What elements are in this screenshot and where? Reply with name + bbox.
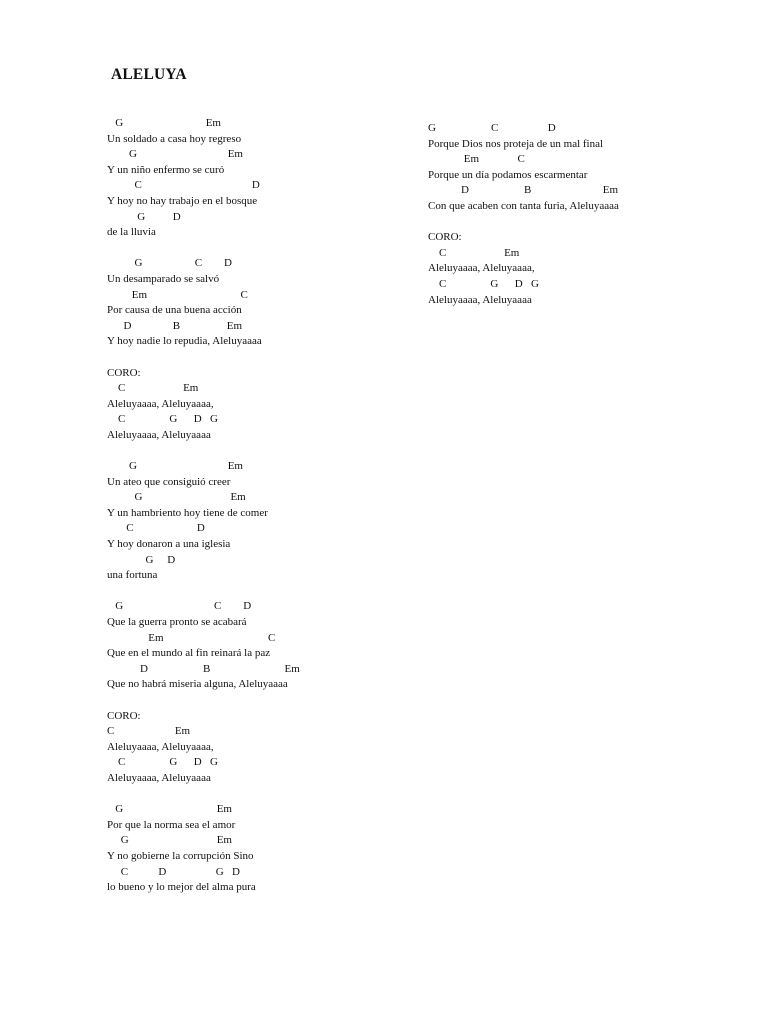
lyric-line: Aleluyaaaa, Aleluyaaaa: [107, 428, 211, 441]
chord-line: G Em: [107, 460, 243, 473]
chord-line: Em C: [428, 153, 525, 166]
lyric-line: lo bueno y lo mejor del alma pura: [107, 881, 256, 894]
lyric-line: Que no habrá miseria alguna, Aleluyaaaa: [107, 678, 288, 691]
lyric-line: Que en el mundo al fin reinará la paz: [107, 647, 271, 660]
chord-line: C D: [107, 522, 205, 535]
stanza-gap: [107, 787, 300, 803]
chord-line: G Em: [107, 803, 232, 816]
lyric-line: Y hoy no hay trabajo en el bosque: [107, 194, 258, 207]
chord-line: D B Em: [107, 662, 300, 675]
right-lyrics-column: [428, 121, 619, 308]
lyric-line: Un soldado a casa hoy regreso: [107, 132, 242, 145]
lyric-line: Con que acaben con tanta furia, Aleluyaaaa: [428, 199, 619, 212]
chord-line: Em C: [107, 631, 276, 644]
chord-line: G Em: [107, 117, 221, 129]
chord-line: G C D: [107, 600, 252, 613]
chord-line: C G D G: [107, 756, 218, 769]
chord-line: C D G D: [107, 865, 240, 878]
lyric-line: Aleluyaaaa, Aleluyaaaa: [428, 293, 532, 306]
lyric-line: Aleluyaaaa, Aleluyaaaa,: [107, 740, 214, 753]
stanza-gap: [107, 693, 300, 709]
chord-line: C Em: [428, 246, 520, 259]
stanza-gap: [428, 215, 619, 231]
chord-line: G C D: [428, 122, 556, 134]
chord-line: C Em: [107, 382, 199, 395]
chord-line: G C D: [107, 257, 232, 270]
chord-line: C Em: [107, 725, 191, 738]
lyric-line: Aleluyaaaa, Aleluyaaaa,: [428, 262, 535, 275]
lyric-line: Aleluyaaaa, Aleluyaaaa,: [107, 397, 214, 410]
chord-line: Em C: [107, 288, 248, 301]
lyric-line: Un ateo que consiguió creer: [107, 475, 231, 488]
chord-line: C G D G: [107, 413, 218, 426]
stanza-gap: [107, 584, 300, 600]
lyric-line: Aleluyaaaa, Aleluyaaaa: [107, 771, 211, 784]
lyric-line: Porque un día podamos escarmentar: [428, 168, 588, 181]
chord-line: G D: [107, 210, 181, 223]
chord-line: G Em: [107, 491, 246, 504]
chord-line: G D: [107, 553, 176, 566]
chord-line: C D: [107, 179, 260, 192]
lyric-line: Y un niño enfermo se curó: [107, 163, 225, 176]
chord-line: G Em: [107, 148, 243, 161]
lyric-line: Un desamparado se salvó: [107, 272, 220, 285]
lyric-line: Y un hambriento hoy tiene de comer: [107, 506, 268, 519]
lyric-line: Y hoy donaron a una iglesia: [107, 538, 231, 551]
chorus-label: CORO:: [107, 709, 141, 722]
lyric-line: Por que la norma sea el amor: [107, 818, 236, 831]
lyric-line: Que la guerra pronto se acabará: [107, 616, 247, 628]
lyric-line: Y no gobierne la corrupción Sino: [107, 849, 254, 862]
chorus-label: CORO:: [107, 366, 141, 379]
lyric-line: una fortuna: [107, 569, 158, 582]
stanza-gap: [107, 443, 300, 459]
chord-line: D B Em: [428, 184, 619, 197]
stanza-gap: [107, 350, 300, 366]
chord-line: G Em: [107, 834, 232, 847]
song-title: ALELUYA: [111, 66, 187, 83]
chorus-label: CORO:: [428, 231, 462, 244]
chord-line: C G D G: [428, 277, 539, 290]
lyric-line: Por causa de una buena acción: [107, 304, 242, 317]
lyric-line: Y hoy nadie lo repudia, Aleluyaaaa: [107, 335, 262, 348]
stanza-gap: [107, 241, 300, 257]
lyric-line: de la lluvia: [107, 226, 156, 239]
lyric-line: Porque Dios nos proteja de un mal final: [428, 137, 604, 150]
left-lyrics-column: [107, 116, 300, 896]
chord-line: D B Em: [107, 319, 243, 332]
